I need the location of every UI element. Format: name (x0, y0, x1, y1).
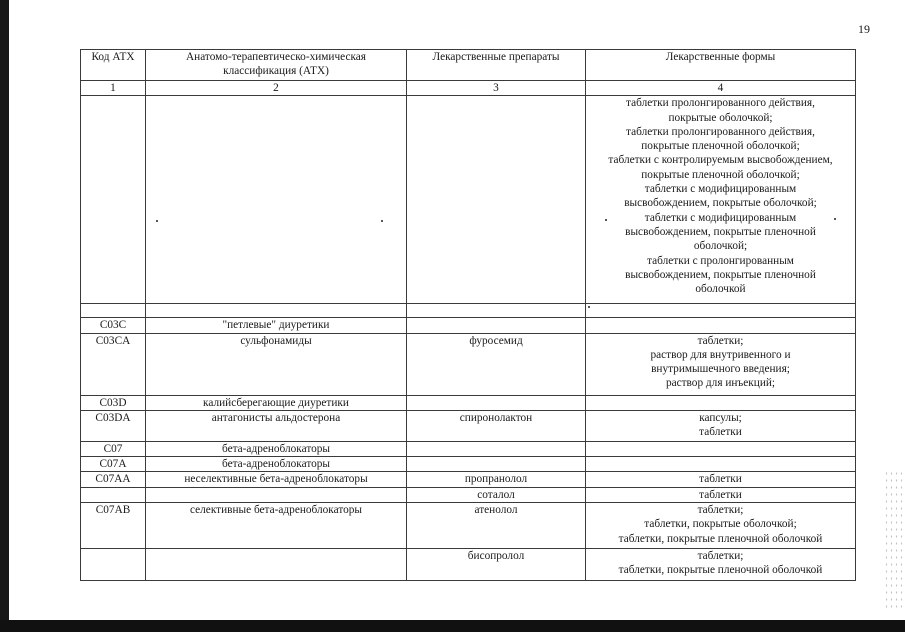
forms-cell: таблетки пролонгированного действия, покрытые оболочкой; таблетки пролонгированного действия, покрытые пленочной оболочкой; таблетки с контролируемым высвобождением, покрытые пленочной оболочкой; таблетки с модифицированным высвобождением, покрытые оболочкой; таблетки с модифицированным высвобождением, покрытые пленочной оболочкой; таблетки с пролонгированным высвобождением, покрытые пленочной оболочкой (586, 96, 856, 304)
scan-speck (588, 306, 590, 308)
table-row (81, 472, 856, 487)
table-row (81, 410, 856, 441)
code-cell (81, 487, 146, 502)
code-cell: C07A (81, 457, 146, 472)
drug-cell: атенолол (407, 503, 586, 549)
scan-speck (156, 220, 158, 222)
code-cell (81, 304, 146, 318)
drug-cell: бисопролол (407, 549, 586, 581)
class-cell (146, 487, 407, 502)
scan-left-edge (0, 0, 9, 632)
forms-cell (586, 395, 856, 410)
class-cell (146, 96, 407, 304)
drug-cell (407, 318, 586, 333)
table-row (81, 318, 856, 333)
drug-cell (407, 441, 586, 456)
header-atx-code: Код АТХ (81, 50, 146, 81)
table-row (81, 333, 856, 395)
scan-speck (834, 218, 836, 220)
index-cell: 4 (586, 81, 856, 96)
class-cell: "петлевые" диуретики (146, 318, 407, 333)
table-row (81, 457, 856, 472)
forms-cell: таблетки; таблетки, покрытые пленочной оболочкой (586, 549, 856, 581)
drug-cell (407, 395, 586, 410)
forms-cell: таблетки (586, 472, 856, 487)
class-cell: бета-адреноблокаторы (146, 441, 407, 456)
code-cell (81, 96, 146, 304)
code-cell: C07AB (81, 503, 146, 549)
table-row (81, 395, 856, 410)
code-cell: C07 (81, 441, 146, 456)
drug-cell: соталол (407, 487, 586, 502)
class-cell: неселективные бета-адреноблокаторы (146, 472, 407, 487)
drug-cell: фуросемид (407, 333, 586, 395)
scan-bottom-edge (0, 620, 905, 632)
forms-cell: капсулы; таблетки (586, 410, 856, 441)
class-cell (146, 549, 407, 581)
table-row (81, 304, 856, 318)
page-number: 19 (858, 22, 870, 36)
scan-noise (884, 470, 904, 610)
forms-cell: таблетки (586, 487, 856, 502)
forms-cell (586, 441, 856, 456)
drug-cell: спиронолактон (407, 410, 586, 441)
class-cell: сульфонамиды (146, 333, 407, 395)
code-cell: C07AA (81, 472, 146, 487)
header-drugs: Лекарственные препараты (407, 50, 586, 81)
atx-table (80, 49, 856, 581)
forms-cell (586, 318, 856, 333)
class-cell: селективные бета-адреноблокаторы (146, 503, 407, 549)
scan-speck (381, 220, 383, 222)
drug-cell (407, 304, 586, 318)
index-cell: 1 (81, 81, 146, 96)
header-dosage-forms: Лекарственные формы (586, 50, 856, 81)
table-header-row (81, 50, 856, 81)
code-cell: C03DA (81, 410, 146, 441)
table-row (81, 549, 856, 581)
table-row (81, 487, 856, 502)
table-index-row (81, 81, 856, 96)
class-cell: калийсберегающие диуретики (146, 395, 407, 410)
drug-cell (407, 457, 586, 472)
code-cell: C03C (81, 318, 146, 333)
class-cell (146, 304, 407, 318)
code-cell: C03CA (81, 333, 146, 395)
code-cell: C03D (81, 395, 146, 410)
class-cell: антагонисты альдостерона (146, 410, 407, 441)
forms-cell: таблетки; раствор для внутривенного и внутримышечного введения; раствор для инъекций; (586, 333, 856, 395)
index-cell: 3 (407, 81, 586, 96)
header-atx-classification: Анатомо-терапевтическо-химическая классификация (АТХ) (146, 50, 407, 81)
index-cell: 2 (146, 81, 407, 96)
class-cell: бета-адреноблокаторы (146, 457, 407, 472)
forms-cell: таблетки; таблетки, покрытые оболочкой; таблетки, покрытые пленочной оболочкой (586, 503, 856, 549)
code-cell (81, 549, 146, 581)
forms-cell (586, 457, 856, 472)
table-row (81, 441, 856, 456)
table-row (81, 96, 856, 304)
table-row (81, 503, 856, 549)
drug-cell (407, 96, 586, 304)
forms-cell (586, 304, 856, 318)
drug-cell: пропранолол (407, 472, 586, 487)
scan-speck (605, 219, 607, 221)
